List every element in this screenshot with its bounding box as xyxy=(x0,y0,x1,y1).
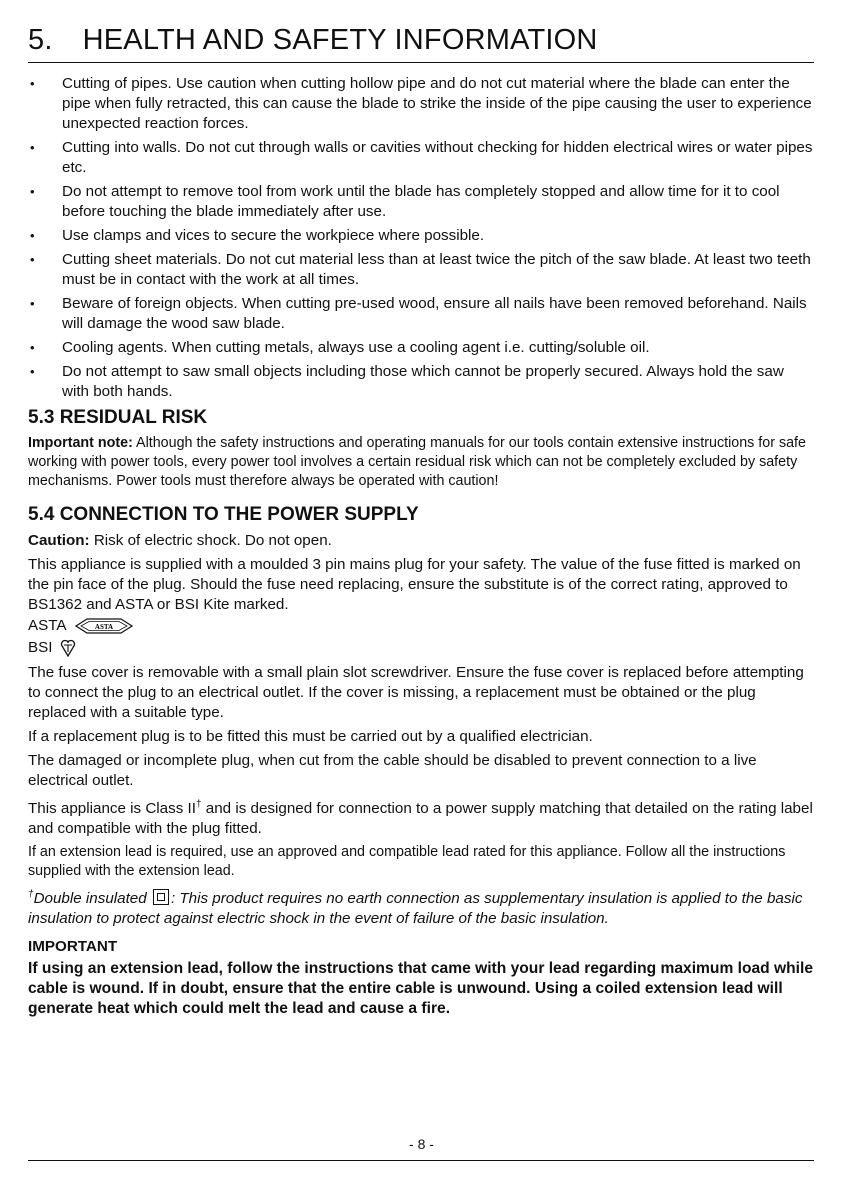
bsi-label: BSI xyxy=(28,639,53,656)
bullet-icon: • xyxy=(30,140,35,155)
important-note-text: Although the safety instructions and operating manuals for our tools contain extensive instructions for safe working with power tools, every power tool involves a certain residual risk which can not be completely excluded by safety mechanisms. Power tools must therefore always be operated with caution! xyxy=(28,435,806,489)
bsi-kitemark-icon xyxy=(60,639,76,657)
bullet-icon: • xyxy=(30,184,35,199)
list-item: • Cutting sheet materials. Do not cut material less than at least twice the pitch of the saw blade. At least two teeth must be in contact with the work at all times. xyxy=(30,251,811,288)
list-item: • Do not attempt to saw small objects including those which cannot be properly secured. Always hold the saw with both hands. xyxy=(30,363,784,400)
footer-divider xyxy=(28,1160,814,1161)
page-number: - 8 - xyxy=(409,1136,434,1152)
caution-line xyxy=(28,531,814,551)
caution-text: Risk of electric shock. Do not open. xyxy=(89,532,332,549)
residual-risk-heading: 5.3 RESIDUAL RISK xyxy=(28,407,208,428)
extension-lead-paragraph: If an extension lead is required, use an approved and compatible lead rated for this appliance. Follow all the instructions supplied with the extension lead. xyxy=(28,844,786,880)
double-insulated-paragraph: †Double insulated : This product requires no earth connection as supplementary insulation is applied to the basic insulation to protect against electric shock in the event of failure of the basic insulation. xyxy=(28,889,803,928)
fuse-cover-paragraph: The fuse cover is removable with a small plain slot screwdriver. Ensure the fuse cover is replaced before attempting to connect the plug to an electrical outlet. If the cover is missing, a replacement must be obtained or the plug replaced with a suitable type. xyxy=(28,664,804,721)
asta-logo-text: ASTA xyxy=(94,623,113,631)
plug-paragraph: This appliance is supplied with a moulded 3 pin mains plug for your safety. The value of the fuse fitted is marked on the pin face of the plug. Should the fuse need replacing, ensure the substitute is of the correct rating, approved to BS1362 and ASTA or BSI Kite marked. xyxy=(28,556,801,613)
asta-row xyxy=(28,615,814,637)
bullet-icon: • xyxy=(30,340,35,355)
list-item: • Beware of foreign objects. When cutting pre-used wood, ensure all nails have been removed beforehand. Nails will damage the wood saw blade. xyxy=(30,295,807,332)
list-item: • Cooling agents. When cutting metals, always use a cooling agent i.e. cutting/soluble oil. xyxy=(30,339,650,356)
dagger-mark: † xyxy=(28,889,34,901)
list-item: • Use clamps and vices to secure the workpiece where possible. xyxy=(30,227,485,244)
asta-label: ASTA xyxy=(28,617,67,634)
safety-bullet-list xyxy=(28,74,814,402)
bullet-icon: • xyxy=(30,296,35,311)
important-note-label: Important note: xyxy=(28,435,133,451)
dagger-mark: † xyxy=(195,799,202,810)
class-ii-paragraph: This appliance is Class II† and is designed for connection to a power supply matching that detailed on the rating label and compatible with the plug fitted. xyxy=(28,799,813,838)
caution-label: Caution: xyxy=(28,532,90,549)
bullet-icon: • xyxy=(30,364,35,379)
asta-logo-icon xyxy=(75,617,133,635)
list-item: • Do not attempt to remove tool from work until the blade has completely stopped and allow time for it to cool before touching the blade immediately after use. xyxy=(30,183,780,220)
bullet-icon: • xyxy=(30,252,35,267)
list-item: • Cutting into walls. Do not cut through walls or cavities without checking for hidden electrical wires or water pipes etc. xyxy=(30,139,813,176)
damaged-plug-paragraph: The damaged or incomplete plug, when cut from the cable should be disabled to prevent connection to a live electrical outlet. xyxy=(28,752,757,789)
replacement-plug-paragraph: If a replacement plug is to be fitted this must be carried out by a qualified electrician. xyxy=(28,728,593,745)
section-title-text: HEALTH AND SAFETY INFORMATION xyxy=(82,24,598,56)
double-insulated-icon xyxy=(153,889,169,905)
list-item: • Cutting of pipes. Use caution when cutting hollow pipe and do not cut material where the blade can enter the pipe when fully retracted, this can cause the blade to strike the inside of the pipe causing the user to experience unexpected reaction forces. xyxy=(30,75,812,132)
page-content xyxy=(28,22,814,1019)
section-number: 5. xyxy=(28,24,53,56)
residual-risk-note xyxy=(28,434,814,491)
section-title xyxy=(28,22,814,63)
bullet-icon: • xyxy=(30,76,35,91)
power-supply-heading: 5.4 CONNECTION TO THE POWER SUPPLY xyxy=(28,504,419,525)
important-label: IMPORTANT xyxy=(28,938,118,956)
bullet-icon: • xyxy=(30,228,35,243)
important-warning: If using an extension lead, follow the instructions that came with your lead regarding maximum load while cable is wound. If in doubt, ensure that the entire cable is unwound. Using a coiled extension lead will generate heat which could melt the lead and cause a fire. xyxy=(28,960,814,1018)
bsi-row xyxy=(28,637,814,659)
